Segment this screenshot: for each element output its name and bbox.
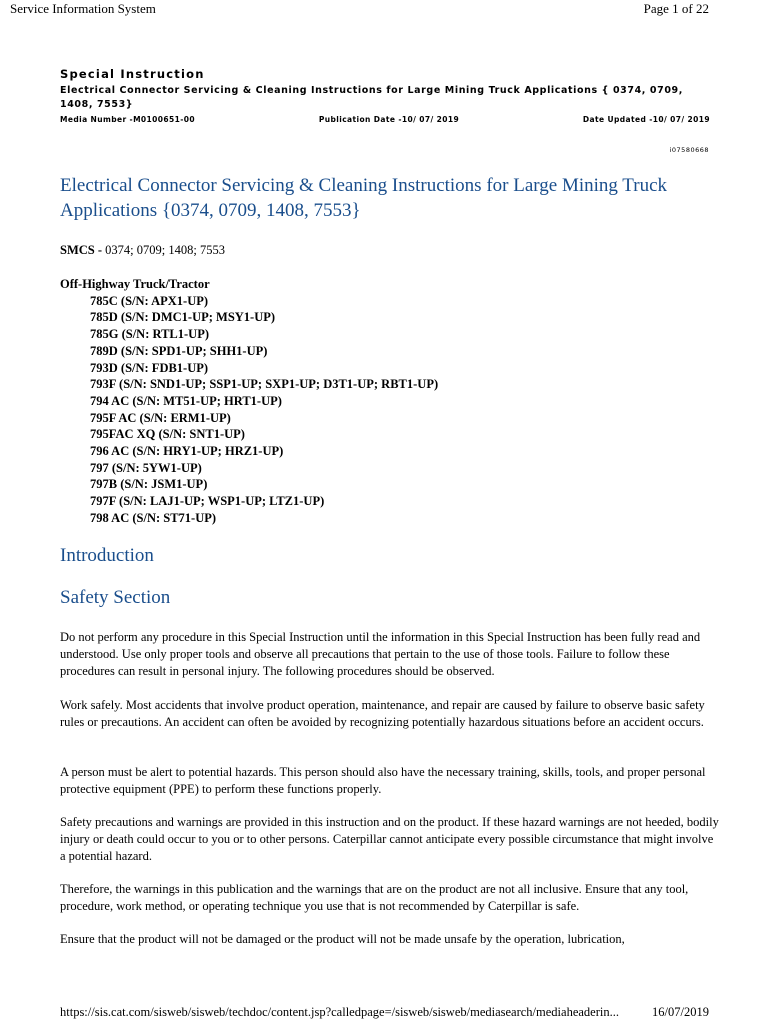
model-item: 797 (S/N: 5YW1-UP) xyxy=(90,460,202,475)
document-meta xyxy=(60,115,710,124)
model-item: 796 AC (S/N: HRY1-UP; HRZ1-UP) xyxy=(90,444,284,459)
footer-url: https://sis.cat.com/sisweb/sisweb/techdoc/content.jsp?calledpage=/sisweb/sisweb/mediasearch/mediaheaderin... xyxy=(60,1005,619,1019)
document-kind: Special Instruction xyxy=(60,67,205,81)
page-number: Page 1 of 22 xyxy=(643,1,709,16)
model-item: 797B (S/N: JSM1-UP) xyxy=(90,477,208,492)
footer-date: 16/07/2019 xyxy=(652,1005,709,1019)
paragraph: Work safely. Most accidents that involve product operation, maintenance, and repair are caused by failure to observe basic safety rules or precautions. An accident can often be avoided by recognizing potentially hazardous situations before an accident occurs. xyxy=(60,698,705,729)
smcs-label: SMCS - xyxy=(60,243,103,257)
smcs-codes xyxy=(60,243,225,258)
smcs-value: 0374; 0709; 1408; 7553 xyxy=(102,243,225,257)
document-header xyxy=(60,67,710,124)
paragraph: Therefore, the warnings in this publication and the warnings that are on the product are not all inclusive. Ensure that any tool, procedure, work method, or operating technique you use that is not recommended by Caterpillar is safe. xyxy=(60,882,689,913)
media-number: Media Number -M0100651-00 xyxy=(60,115,196,124)
model-item: 793F (S/N: SND1-UP; SSP1-UP; SXP1-UP; D3T1-UP; RBT1-UP) xyxy=(90,377,439,392)
document-id: i07580668 xyxy=(669,146,709,154)
model-item: 785C (S/N: APX1-UP) xyxy=(90,293,209,308)
model-item: 794 AC (S/N: MT51-UP; HRT1-UP) xyxy=(90,393,282,408)
model-list xyxy=(60,293,438,527)
safety-section-heading: Safety Section xyxy=(60,587,171,608)
model-item: 789D (S/N: SPD1-UP; SHH1-UP) xyxy=(90,343,268,358)
introduction-heading: Introduction xyxy=(60,545,154,566)
paragraph: Do not perform any procedure in this Special Instruction until the information in this Special Instruction has been fully read and understood. Use only proper tools and observe all precautions that pertain to the use of those tools. Failure to follow these procedures can result in personal injury. The following procedures should be observed. xyxy=(60,630,701,678)
paragraph: A person must be alert to potential hazards. This person should also have the necessary training, skills, tools, and proper personal protective equipment (PPE) to perform these functions properly. xyxy=(60,765,706,796)
publication-date: Publication Date -10/ 07/ 2019 xyxy=(318,115,460,124)
model-applicability xyxy=(60,276,438,527)
model-item: 785D (S/N: DMC1-UP; MSY1-UP) xyxy=(90,310,276,325)
model-item: 795F AC (S/N: ERM1-UP) xyxy=(90,410,231,425)
model-group: Off-Highway Truck/Tractor xyxy=(60,277,210,291)
date-updated: Date Updated -10/ 07/ 2019 xyxy=(582,115,710,124)
model-item: 795FAC XQ (S/N: SNT1-UP) xyxy=(90,427,245,442)
paragraph: Safety precautions and warnings are provided in this instruction and on the product. If these hazard warnings are not heeded, bodily injury or death could occur to you or to other persons. Caterpillar cannot anticipate every possible circumstance that might involve a potential hazard. xyxy=(60,815,719,863)
model-item: 797F (S/N: LAJ1-UP; WSP1-UP; LTZ1-UP) xyxy=(90,494,325,509)
model-item: 798 AC (S/N: ST71-UP) xyxy=(90,510,217,525)
model-item: 793D (S/N: FDB1-UP) xyxy=(90,360,209,375)
model-item: 785G (S/N: RTL1-UP) xyxy=(90,327,210,342)
paragraph: Ensure that the product will not be damaged or the product will not be made unsafe by the operation, lubrication, xyxy=(60,932,625,946)
system-name: Service Information System xyxy=(10,1,156,16)
page-title: Electrical Connector Servicing & Cleaning Instructions for Large Mining Truck Applications {0374, 0709, 1408, 7553} xyxy=(60,175,667,221)
document-header-title: Electrical Connector Servicing & Cleaning Instructions for Large Mining Truck Applications { 0374, 0709, 1408, 7553} xyxy=(60,85,683,110)
